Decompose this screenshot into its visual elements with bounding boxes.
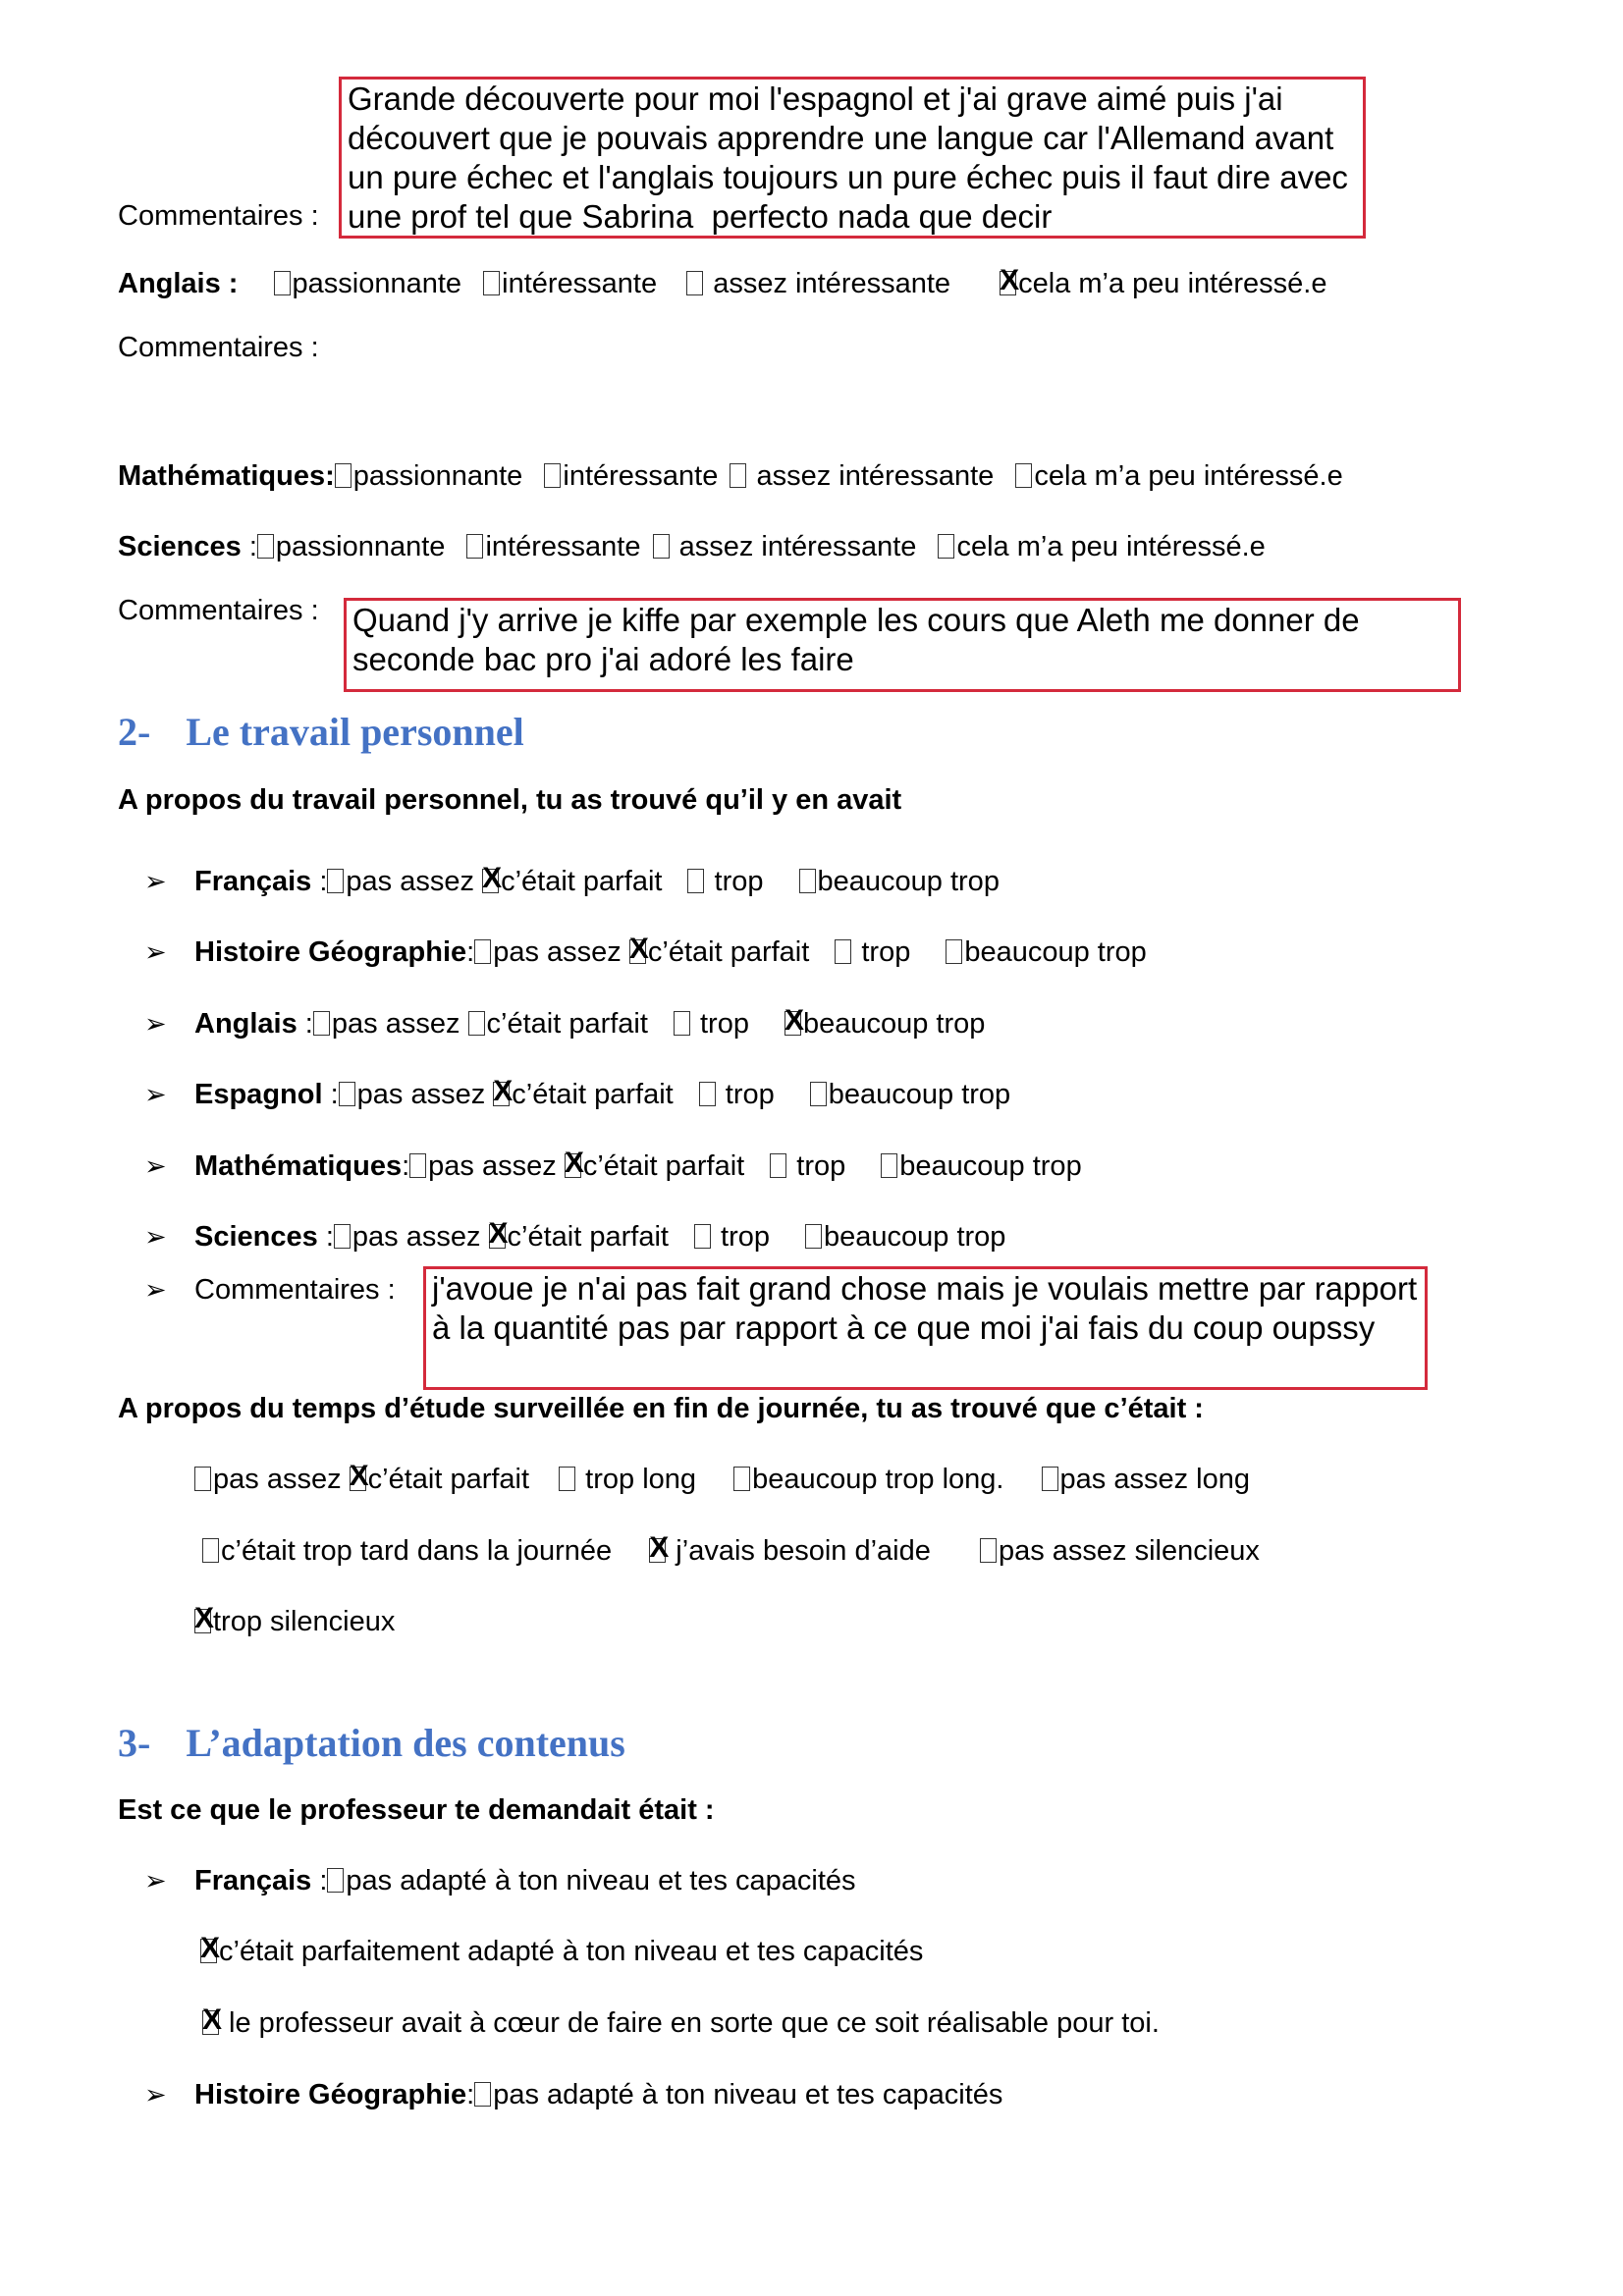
checkbox[interactable] bbox=[980, 1538, 997, 1563]
sciences-interest-row: Sciences : passionnante intéressante assez intéressante cela m’a peu intéressé.e bbox=[118, 531, 1266, 562]
section-number: 2- bbox=[118, 710, 151, 754]
etude-question: A propos du temps d’étude surveillée en fin de journée, tu as trouvé que c’était : bbox=[118, 1393, 1204, 1424]
sciences-label: Sciences bbox=[118, 531, 242, 562]
subject-name: Français bbox=[194, 1865, 312, 1896]
option-label: pas assez bbox=[352, 1221, 489, 1253]
subject-row bbox=[194, 1219, 1005, 1255]
checkbox[interactable] bbox=[687, 869, 704, 893]
option-label: cela m’a peu intéressé.e bbox=[1018, 268, 1327, 299]
checkbox[interactable] bbox=[686, 271, 703, 295]
checkbox[interactable] bbox=[1015, 463, 1032, 488]
checkbox[interactable] bbox=[274, 271, 291, 295]
option-label: c’était parfait bbox=[512, 1079, 674, 1110]
arrow-bullet-icon: ➢ bbox=[144, 1275, 167, 1305]
checkbox[interactable] bbox=[1042, 1467, 1058, 1491]
checkbox[interactable] bbox=[334, 1224, 351, 1249]
checkbox[interactable] bbox=[335, 463, 352, 488]
etude-row-2 bbox=[202, 1533, 1260, 1569]
checkbox[interactable] bbox=[810, 1082, 827, 1106]
adaptation-hg-row: Histoire Géographie: pas adapté à ton niveau et tes capacités bbox=[194, 2079, 1003, 2110]
checkbox-checked[interactable] bbox=[784, 1011, 801, 1036]
option-label: intéressante bbox=[485, 531, 641, 562]
checkbox[interactable] bbox=[202, 1538, 219, 1563]
option-label: pas assez bbox=[331, 1008, 468, 1040]
subject-row bbox=[194, 864, 1000, 899]
checkbox[interactable] bbox=[313, 1011, 330, 1036]
arrow-bullet-icon: ➢ bbox=[144, 2080, 167, 2109]
checkbox[interactable] bbox=[674, 1011, 690, 1036]
option-label: trop bbox=[691, 1008, 749, 1040]
subject-name: Mathématiques bbox=[194, 1150, 403, 1182]
option-label: beaucoup trop bbox=[802, 1008, 986, 1040]
subject-row bbox=[194, 1077, 1010, 1112]
option-label: c’était parfait bbox=[582, 1150, 745, 1182]
checkbox-checked[interactable] bbox=[489, 1224, 506, 1249]
option-label: le professeur avait à cœur de faire en sorte que ce soit réalisable pour toi. bbox=[221, 2007, 1160, 2039]
subject-row bbox=[194, 1148, 1082, 1184]
option-label: pas assez bbox=[493, 936, 629, 968]
checkbox[interactable] bbox=[946, 939, 962, 964]
option-label: beaucoup trop long. bbox=[752, 1464, 1004, 1495]
option-label: j’avais besoin d’aide bbox=[668, 1535, 931, 1567]
checkbox[interactable] bbox=[339, 1082, 355, 1106]
anglais-label: Anglais : bbox=[118, 268, 239, 299]
maths-interest-row: Mathématiques: passionnante intéressante assez intéressante cela m’a peu intéressé.e bbox=[118, 460, 1343, 492]
checkbox[interactable] bbox=[733, 1467, 750, 1491]
option-label: c’était parfaitement adapté à ton niveau et tes capacités bbox=[219, 1936, 924, 1967]
option-label: passionnante bbox=[275, 531, 446, 562]
option-label: cela m’a peu intéressé.e bbox=[1034, 460, 1343, 492]
checkbox[interactable] bbox=[468, 1011, 485, 1036]
option-label: trop silencieux bbox=[213, 1606, 396, 1637]
option-label: pas assez silencieux bbox=[998, 1535, 1260, 1567]
anglais-comment-label: Commentaires : bbox=[118, 332, 319, 363]
checkbox-checked[interactable] bbox=[350, 1467, 366, 1491]
adaptation-francais-opt2 bbox=[200, 1934, 923, 1969]
section-number: 3- bbox=[118, 1721, 151, 1765]
option-label: pas assez bbox=[213, 1464, 350, 1495]
option-label: pas assez bbox=[428, 1150, 565, 1182]
sciences-comment-box[interactable]: Quand j'y arrive je kiffe par exemple les cours que Aleth me donner de seconde bac pro j'ai adoré les faire bbox=[344, 598, 1461, 692]
option-label: pas adapté à ton niveau et tes capacités bbox=[493, 2079, 1003, 2110]
checkbox[interactable] bbox=[835, 939, 851, 964]
checkbox[interactable] bbox=[466, 534, 483, 559]
option-label: trop bbox=[706, 866, 764, 897]
option-label: c’était parfait bbox=[367, 1464, 530, 1495]
option-label: trop bbox=[853, 936, 911, 968]
subject-name: Français bbox=[194, 866, 312, 897]
checkbox-checked[interactable] bbox=[194, 1609, 211, 1633]
subject-separator: : bbox=[322, 1079, 339, 1110]
arrow-bullet-icon: ➢ bbox=[144, 867, 167, 896]
arrow-bullet-icon: ➢ bbox=[144, 1222, 167, 1252]
option-label: pas assez long bbox=[1059, 1464, 1251, 1495]
checkbox-checked[interactable] bbox=[629, 939, 646, 964]
subject-separator: : bbox=[317, 1221, 334, 1253]
checkbox[interactable] bbox=[938, 534, 954, 559]
checkbox-checked[interactable] bbox=[493, 1082, 510, 1106]
subject-name: Histoire Géographie bbox=[194, 2079, 467, 2110]
option-label: c’était parfait bbox=[647, 936, 810, 968]
checkbox-checked[interactable] bbox=[1000, 271, 1016, 295]
checkbox[interactable] bbox=[730, 463, 746, 488]
subject-name: Espagnol bbox=[194, 1079, 323, 1110]
arrow-bullet-icon: ➢ bbox=[144, 937, 167, 967]
checkbox[interactable] bbox=[694, 1224, 711, 1249]
arrow-bullet-icon: ➢ bbox=[144, 1151, 167, 1181]
option-label: pas assez bbox=[346, 866, 483, 897]
checkbox[interactable] bbox=[257, 534, 274, 559]
option-label: trop bbox=[788, 1150, 846, 1182]
option-label: assez intéressante bbox=[671, 531, 917, 562]
section-title: L’adaptation des contenus bbox=[186, 1721, 625, 1765]
checkbox[interactable] bbox=[799, 869, 816, 893]
checkbox[interactable] bbox=[770, 1153, 786, 1178]
arrow-bullet-icon: ➢ bbox=[144, 1080, 167, 1109]
option-label: passionnante bbox=[352, 460, 523, 492]
adaptation-francais-row: Français : pas adapté à ton niveau et tes capacités bbox=[194, 1865, 856, 1896]
option-label: beaucoup trop bbox=[828, 1079, 1011, 1110]
checkbox-checked[interactable] bbox=[565, 1153, 581, 1178]
checkbox[interactable] bbox=[699, 1082, 716, 1106]
subject-separator: : bbox=[297, 1008, 313, 1040]
option-label: intéressante bbox=[502, 268, 658, 299]
option-label: intéressante bbox=[563, 460, 719, 492]
sciences-comment-label: Commentaires : bbox=[118, 595, 319, 626]
checkbox[interactable] bbox=[544, 463, 561, 488]
etude-row-3 bbox=[194, 1604, 395, 1639]
subject-row bbox=[194, 1006, 985, 1041]
anglais-interest-row bbox=[118, 266, 1326, 301]
checkbox-checked[interactable] bbox=[482, 869, 499, 893]
checkbox[interactable] bbox=[474, 939, 491, 964]
checkbox-checked[interactable] bbox=[202, 2010, 219, 2035]
option-label: passionnante bbox=[292, 268, 462, 299]
checkbox[interactable] bbox=[327, 1868, 344, 1893]
travail-comment-label: Commentaires : bbox=[194, 1274, 396, 1306]
option-label: beaucoup trop bbox=[964, 936, 1147, 968]
option-label: c’était parfait bbox=[507, 1221, 669, 1253]
checkbox-checked[interactable] bbox=[649, 1538, 666, 1563]
checkbox[interactable] bbox=[194, 1467, 211, 1491]
adaptation-francais-opt3 bbox=[202, 2005, 1160, 2041]
travail-comment-box[interactable]: j'avoue je n'ai pas fait grand chose mais je voulais mettre par rapport à la quantité pas par rapport à ce que moi j'ai fais du coup oupssy bbox=[423, 1266, 1428, 1390]
option-label: trop long bbox=[577, 1464, 697, 1495]
subject-name: Anglais bbox=[194, 1008, 298, 1040]
section-2-heading bbox=[118, 709, 524, 755]
option-label: pas adapté à ton niveau et tes capacités bbox=[346, 1865, 856, 1896]
option-label: pas assez bbox=[356, 1079, 494, 1110]
subject-separator: : bbox=[402, 1150, 410, 1182]
option-label: trop bbox=[717, 1079, 775, 1110]
subject-row bbox=[194, 934, 1147, 970]
option-label: beaucoup trop bbox=[817, 866, 1000, 897]
espagnol-comment-label: Commentaires : bbox=[118, 200, 319, 232]
checkbox[interactable] bbox=[805, 1224, 822, 1249]
option-label: beaucoup trop bbox=[899, 1150, 1082, 1182]
checkbox-checked[interactable] bbox=[200, 1939, 217, 1963]
adaptation-question: Est ce que le professeur te demandait était : bbox=[118, 1794, 715, 1826]
checkbox[interactable] bbox=[483, 271, 500, 295]
section-title: Le travail personnel bbox=[186, 710, 524, 754]
checkbox[interactable] bbox=[409, 1153, 426, 1178]
arrow-bullet-icon: ➢ bbox=[144, 1009, 167, 1039]
checkbox[interactable] bbox=[881, 1153, 897, 1178]
checkbox[interactable] bbox=[653, 534, 670, 559]
checkbox[interactable] bbox=[474, 2082, 491, 2107]
option-label: assez intéressante bbox=[748, 460, 995, 492]
espagnol-comment-box[interactable]: Grande découverte pour moi l'espagnol et j'ai grave aimé puis j'ai découvert que je pouvais apprendre une langue car l'Allemand avant un pure échec et l'anglais toujours un pure échec puis il faut dire avec une prof tel que Sabrina perfecto nada que decir bbox=[339, 77, 1366, 239]
etude-row-1 bbox=[194, 1462, 1250, 1497]
arrow-bullet-icon: ➢ bbox=[144, 1866, 167, 1896]
option-label: c’était parfait bbox=[486, 1008, 648, 1040]
option-label: trop bbox=[712, 1221, 770, 1253]
option-label: assez intéressante bbox=[705, 268, 951, 299]
travail-question: A propos du travail personnel, tu as trouvé qu’il y en avait bbox=[118, 784, 902, 816]
checkbox[interactable] bbox=[559, 1467, 575, 1491]
option-label: cela m’a peu intéressé.e bbox=[956, 531, 1266, 562]
subject-separator: : bbox=[466, 936, 475, 968]
section-3-heading bbox=[118, 1720, 625, 1766]
option-label: c’était parfait bbox=[501, 866, 663, 897]
subject-name: Histoire Géographie bbox=[194, 936, 467, 968]
checkbox[interactable] bbox=[327, 869, 344, 893]
option-label: beaucoup trop bbox=[823, 1221, 1006, 1253]
maths-label: Mathématiques bbox=[118, 460, 326, 492]
subject-separator: : bbox=[311, 866, 328, 897]
option-label: c’était trop tard dans la journée bbox=[221, 1535, 613, 1567]
subject-name: Sciences bbox=[194, 1221, 318, 1253]
